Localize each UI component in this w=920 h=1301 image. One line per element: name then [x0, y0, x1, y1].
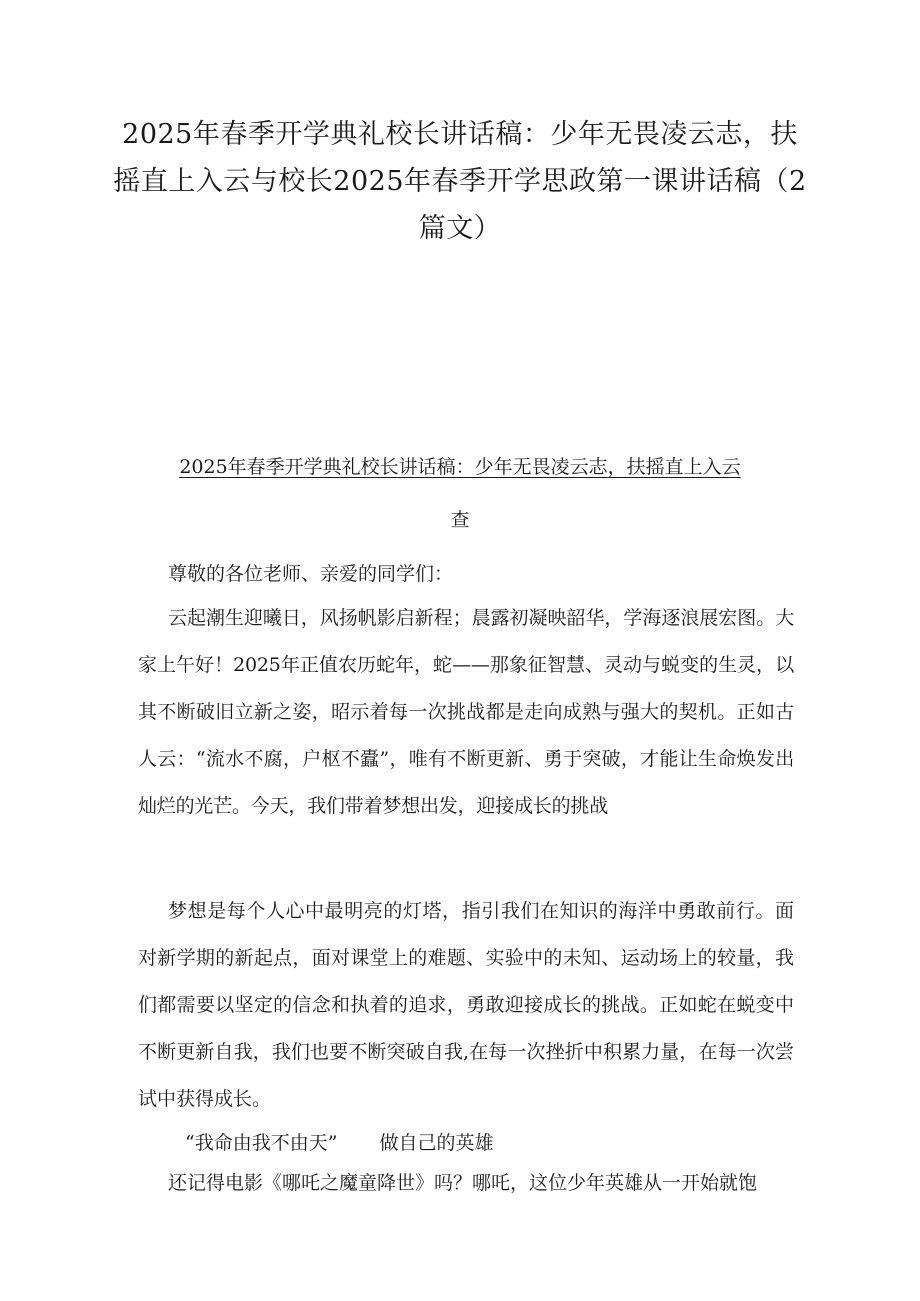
- paragraph-3: 还记得电影《哪吒之魔童降世》吗？哪吒，这位少年英雄从一开始就饱: [168, 1172, 758, 1194]
- section-heading-tail: 查: [450, 509, 470, 531]
- subheading-quote: “我命由我不由天”: [185, 1132, 338, 1154]
- subheading-text: 做自己的英雄: [379, 1132, 494, 1154]
- document-title: 2025年春季开学典礼校长讲话稿：少年无畏凌云志，扶摇直上入云与校长2025年春季开学思政第一课讲话稿（2篇文）: [113, 119, 807, 244]
- section-heading: [140, 452, 780, 482]
- section-heading-text: 2025年春季开学典礼校长讲话稿：少年无畏凌云志，扶摇直上入云: [179, 456, 741, 478]
- paragraph-2: 梦想是每个人心中最明亮的灯塔，指引我们在知识的海洋中勇敢前行。面对新学期的新起点，面对课堂上的难题、实验中的未知、运动场上的较量，我们都需要以坚定的信念和执着的追求，勇敢迎接成长的挑战。正如蛇在蜕变中不断更新自我，我们也要不断突破自我,在每一次挫折中积累力量，在每一次尝试中获得成长。: [138, 900, 794, 1110]
- paragraph-1: 云起潮生迎曦日，风扬帆影启新程；晨露初凝映韶华，学海逐浪展宏图。大家上午好！2025年正值农历蛇年，蛇——那象征智慧、灵动与蜕变的生灵，以其不断破旧立新之姿，昭示着每一次挑战都是走向成熟与强大的契机。正如古人云：“流水不腐，户枢不蠹”，唯有不断更新、勇于突破，才能让生命焕发出灿烂的光芒。今天，我们带着梦想出发，迎接成长的挑战: [138, 607, 794, 817]
- salutation: 尊敬的各位老师、亲爱的同学们：: [168, 563, 454, 585]
